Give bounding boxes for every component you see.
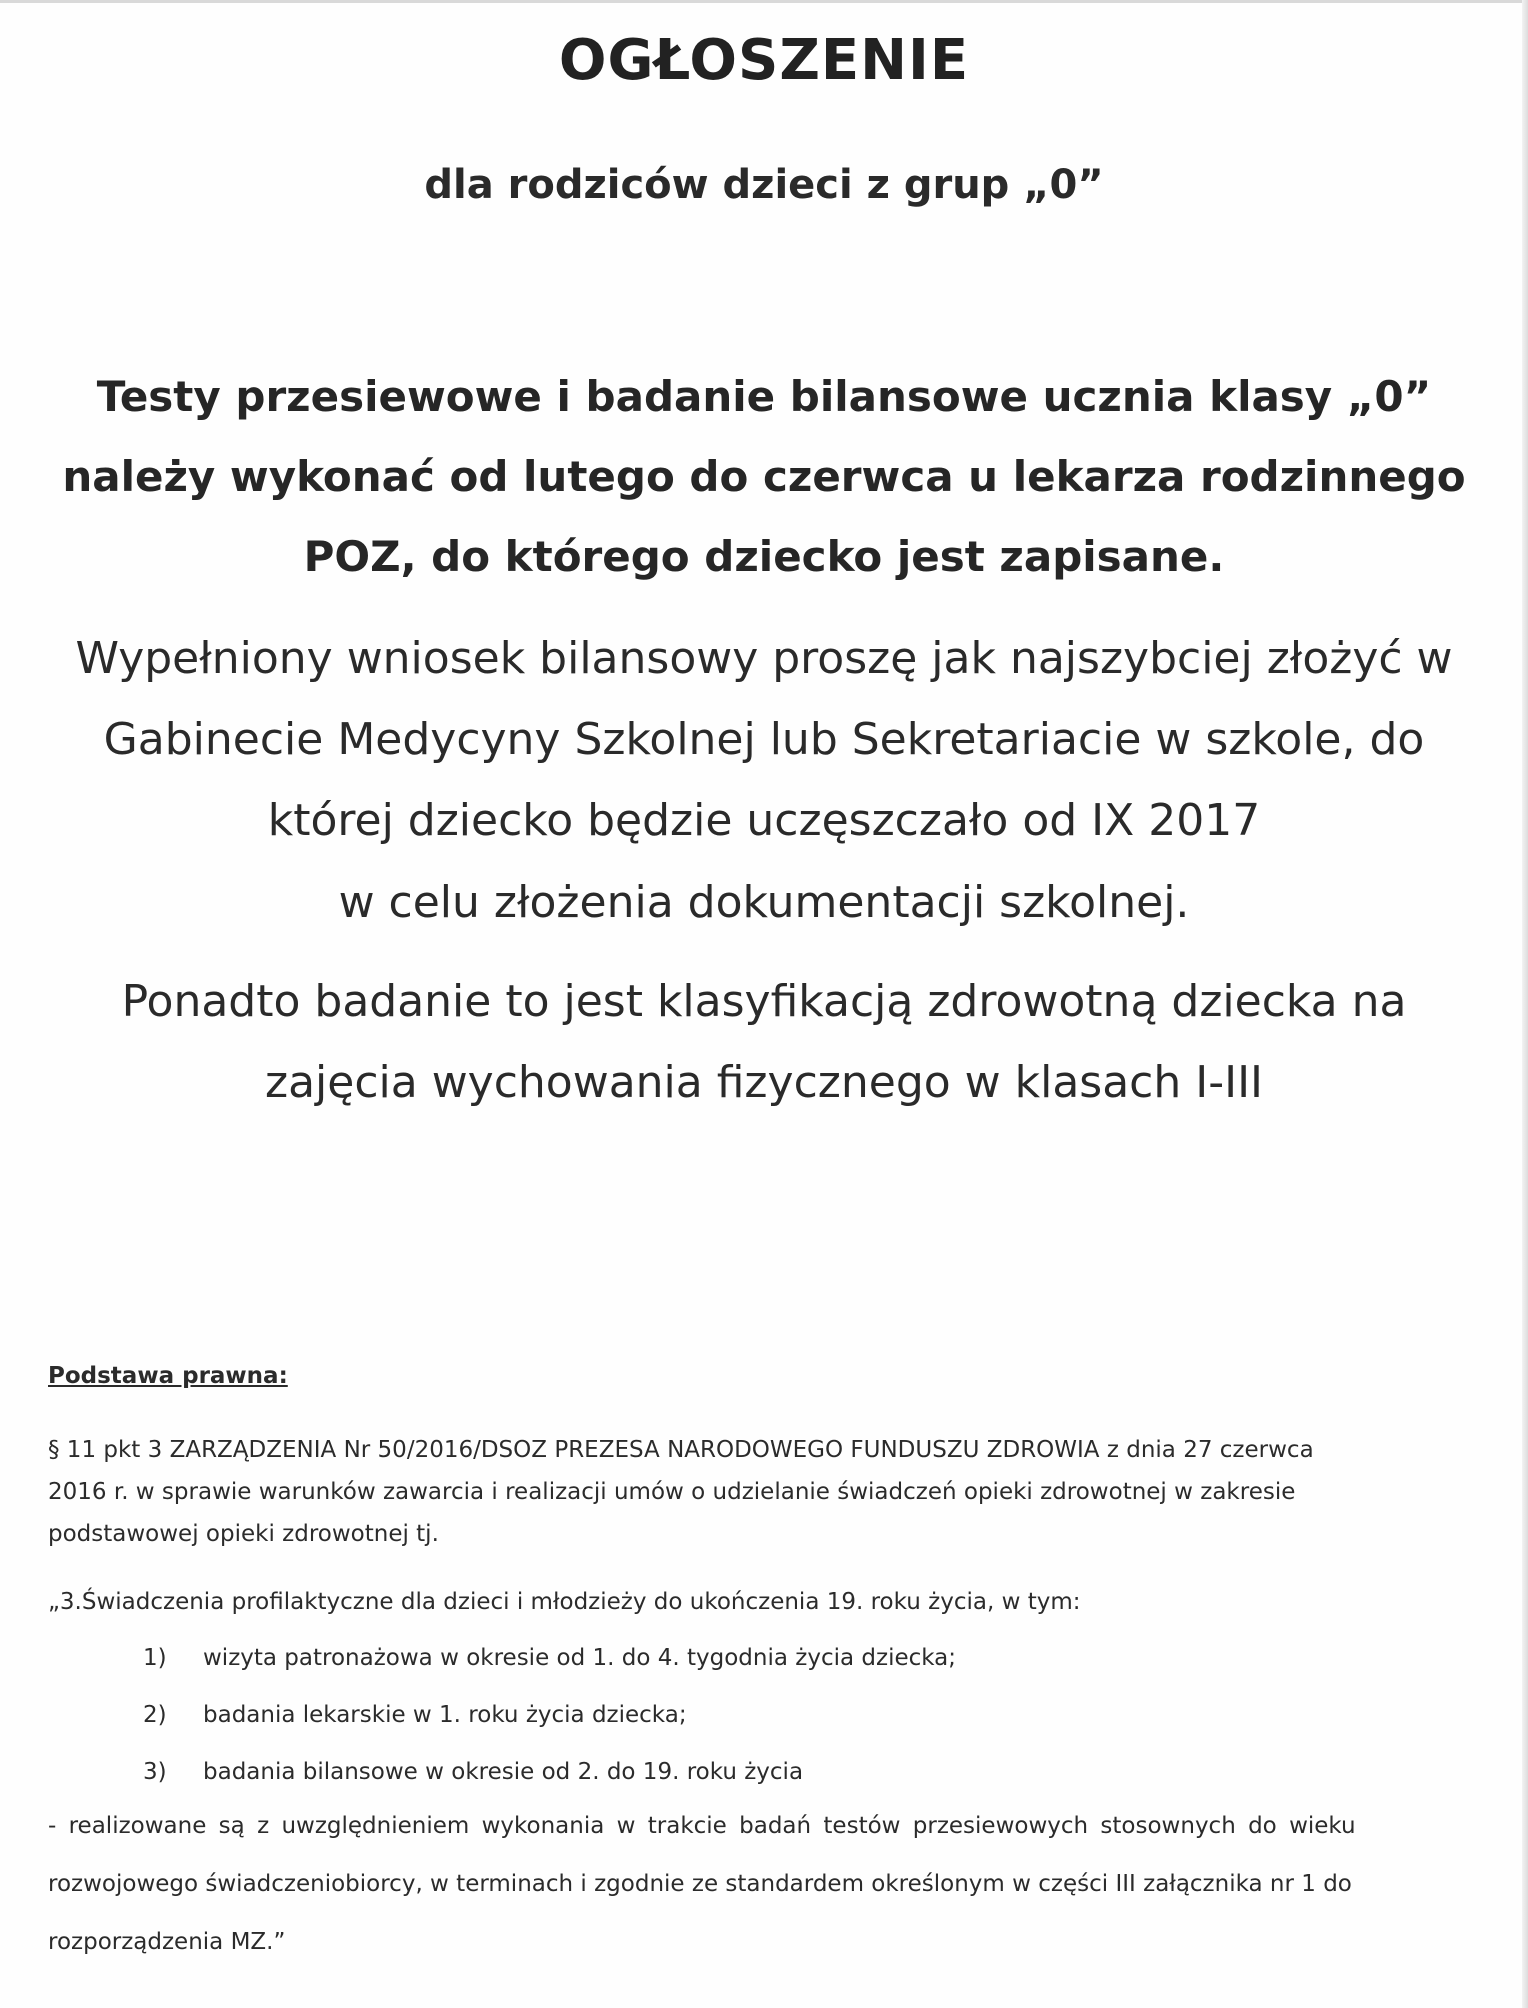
legal-basis-line: podstawowej opieki zdrowotnej tj.: [48, 1521, 439, 1547]
list-item-number: 3): [143, 1759, 167, 1785]
list-item-number: 2): [143, 1702, 167, 1728]
page-subtitle: dla rodziców dzieci z grup „0”: [424, 162, 1104, 208]
quote-tail-line: - realizowane są z uwzględnieniem wykonania w trakcie badań testów przesiewowych stosownych do wieku: [48, 1813, 1356, 1839]
notice-line: której dziecko będzie uczęszczało od IX 2017: [267, 795, 1261, 846]
quote-intro: „3.Świadczenia profilaktyczne dla dzieci i młodzieży do ukończenia 19. roku życia, w tym:: [48, 1589, 1081, 1615]
page-title: OGŁOSZENIE: [558, 28, 970, 93]
notice-line: zajęcia wychowania fizycznego w klasach I-III: [264, 1057, 1264, 1108]
notice-bold-line: Testy przesiewowe i badanie bilansowe ucznia klasy „0”: [96, 372, 1432, 421]
notice-line: Wypełniony wniosek bilansowy proszę jak najszybciej złożyć w: [75, 633, 1453, 684]
list-item: badania lekarskie w 1. roku życia dziecka;: [203, 1702, 687, 1728]
list-item: badania bilansowe w okresie od 2. do 19. roku życia: [203, 1759, 804, 1785]
scan-top-edge: [0, 0, 1528, 3]
legal-basis-line: 2016 r. w sprawie warunków zawarcia i realizacji umów o udzielanie świadczeń opieki zdrowotnej w zakresie: [48, 1479, 1296, 1505]
notice-line: Ponadto badanie to jest klasyfikacją zdrowotną dziecka na: [121, 976, 1407, 1027]
notice-line: Gabinecie Medycyny Szkolnej lub Sekretariacie w szkole, do: [103, 714, 1425, 765]
legal-basis-line: § 11 pkt 3 ZARZĄDZENIA Nr 50/2016/DSOZ PREZESA NARODOWEGO FUNDUSZU ZDROWIA z dnia 27 czerwca: [48, 1437, 1314, 1463]
quote-tail-line: rozwojowego świadczeniobiorcy, w terminach i zgodnie ze standardem określonym w części III załącznika nr 1 do: [48, 1871, 1352, 1897]
list-item: wizyta patronażowa w okresie od 1. do 4. tygodnia życia dziecka;: [203, 1645, 957, 1671]
list-item-number: 1): [143, 1645, 167, 1671]
legal-basis-heading: Podstawa prawna:: [48, 1363, 288, 1389]
notice-bold-line: POZ, do którego dziecko jest zapisane.: [303, 532, 1225, 581]
notice-line: w celu złożenia dokumentacji szkolnej.: [338, 877, 1190, 928]
quote-tail-line: rozporządzenia MZ.”: [48, 1929, 286, 1955]
notice-bold-line: należy wykonać od lutego do czerwca u lekarza rodzinnego: [62, 452, 1466, 501]
